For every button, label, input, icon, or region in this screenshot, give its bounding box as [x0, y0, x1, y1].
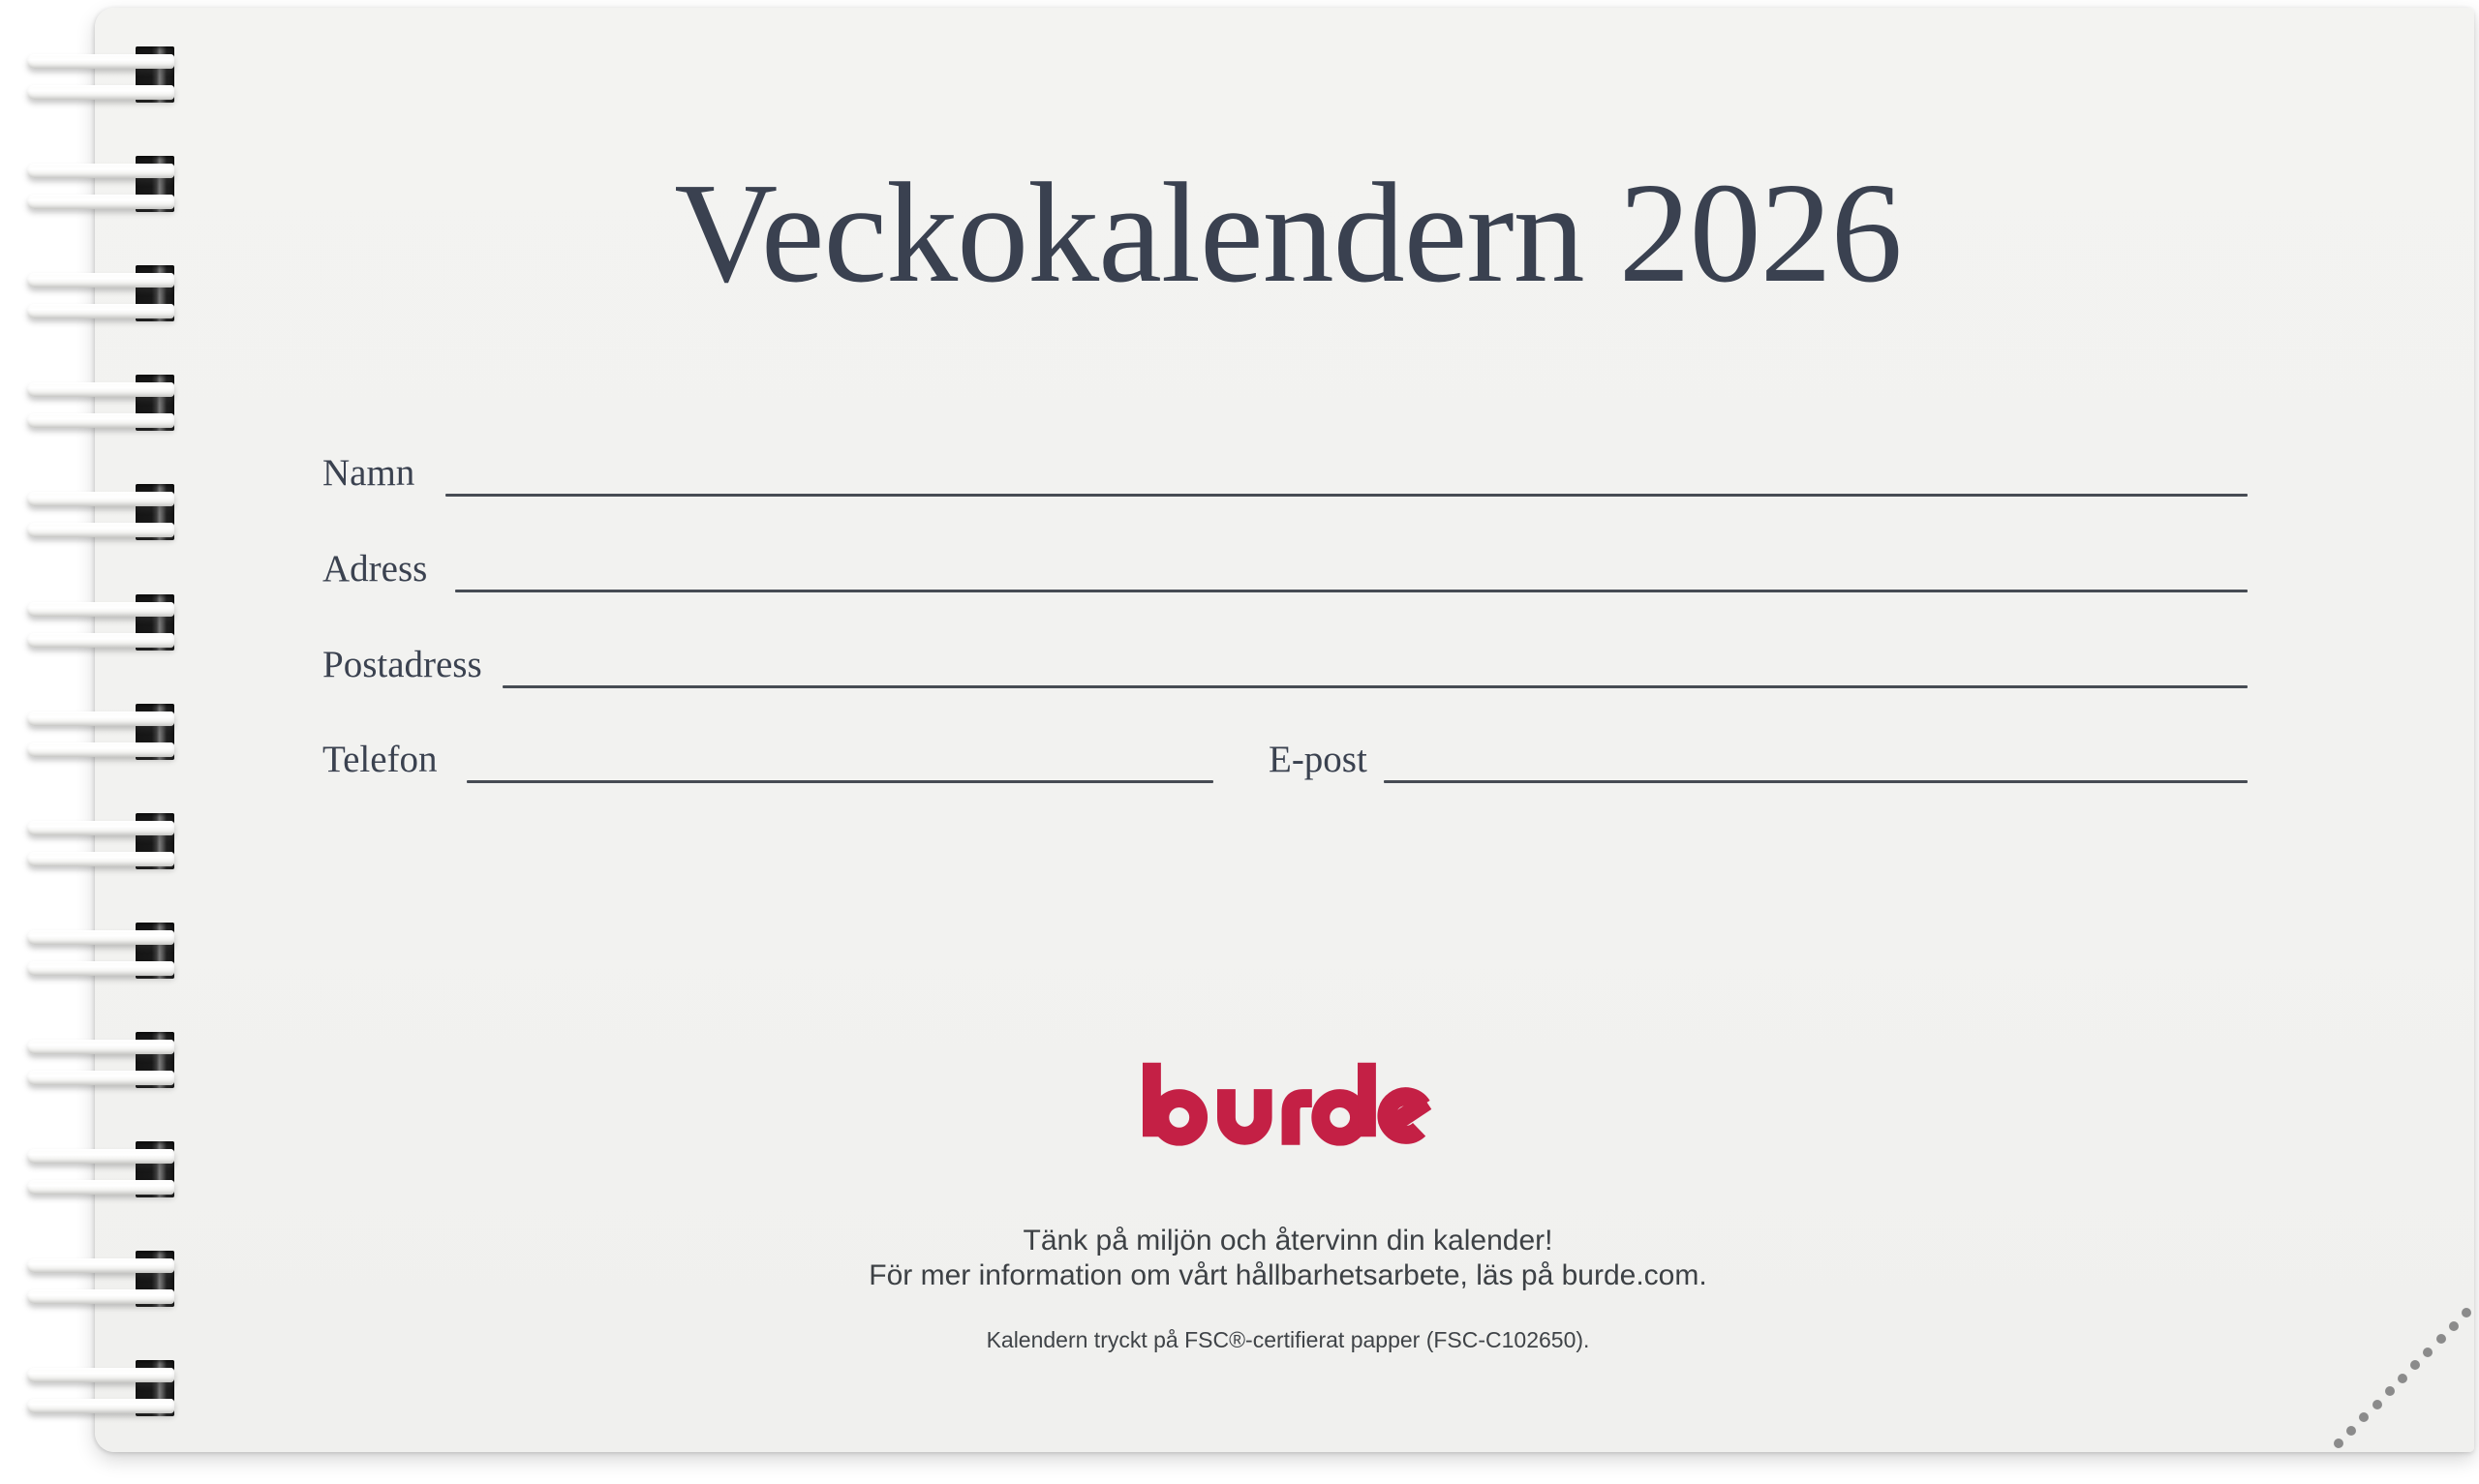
binding-wire	[27, 1040, 174, 1054]
binding-wire	[27, 1071, 174, 1085]
corner-dot	[2398, 1374, 2407, 1383]
binding-wire	[27, 930, 174, 945]
field-label-epost: E-post	[1269, 739, 1367, 780]
binding-wire	[27, 742, 174, 757]
binding-wire	[27, 1258, 174, 1273]
binding-wire	[27, 1149, 174, 1164]
binding-wire	[27, 961, 174, 976]
calendar-page	[95, 8, 2474, 1452]
field-line-adress	[455, 590, 2248, 592]
binding-wire	[27, 602, 174, 617]
field-line-postadress	[503, 685, 2248, 688]
binding-wire	[27, 1180, 174, 1195]
binding-wire	[27, 382, 174, 397]
corner-dot	[2372, 1400, 2382, 1409]
binding-wire	[27, 195, 174, 209]
footer-fsc-note: Kalendern tryckt på FSC®-certifierat papper (FSC-C102650).	[986, 1327, 1590, 1352]
spiral-binding	[0, 0, 213, 1484]
binding-wire	[27, 712, 174, 726]
binding-wire	[27, 633, 174, 648]
binding-wire	[27, 1368, 174, 1382]
field-line-telefon	[467, 780, 1213, 783]
corner-dot	[2346, 1426, 2356, 1436]
corner-dot	[2334, 1439, 2343, 1448]
binding-wire	[27, 164, 174, 178]
binding-wire	[27, 273, 174, 288]
binding-wire	[27, 54, 174, 69]
field-label-adress: Adress	[322, 548, 428, 590]
corner-dot	[2462, 1308, 2471, 1317]
binding-wire	[27, 523, 174, 537]
footer-recycle-note: Tänk på miljön och återvinn din kalender!	[1023, 1225, 1553, 1257]
field-label-namn: Namn	[322, 452, 415, 494]
field-line-epost	[1384, 780, 2248, 783]
binding-wire	[27, 1399, 174, 1413]
binding-wire	[27, 492, 174, 506]
corner-dot	[2385, 1386, 2395, 1396]
binding-wire	[27, 1289, 174, 1304]
burde-logo	[1143, 1053, 1433, 1146]
corner-dot	[2423, 1348, 2433, 1357]
corner-dot	[2436, 1334, 2446, 1344]
field-label-telefon: Telefon	[322, 739, 438, 780]
field-label-postadress: Postadress	[322, 644, 482, 685]
footer-info-note: För mer information om vårt hållbarhetsarbete, läs på burde.com.	[869, 1259, 1707, 1291]
corner-dot	[2410, 1360, 2420, 1370]
corner-dot	[2359, 1412, 2369, 1422]
corner-dot	[2449, 1321, 2459, 1331]
binding-wire	[27, 304, 174, 318]
page-title: Veckokalendern 2026	[674, 154, 1902, 313]
binding-wire	[27, 85, 174, 100]
binding-wire	[27, 852, 174, 866]
binding-wire	[27, 821, 174, 835]
field-line-namn	[445, 494, 2248, 497]
binding-wire	[27, 413, 174, 428]
